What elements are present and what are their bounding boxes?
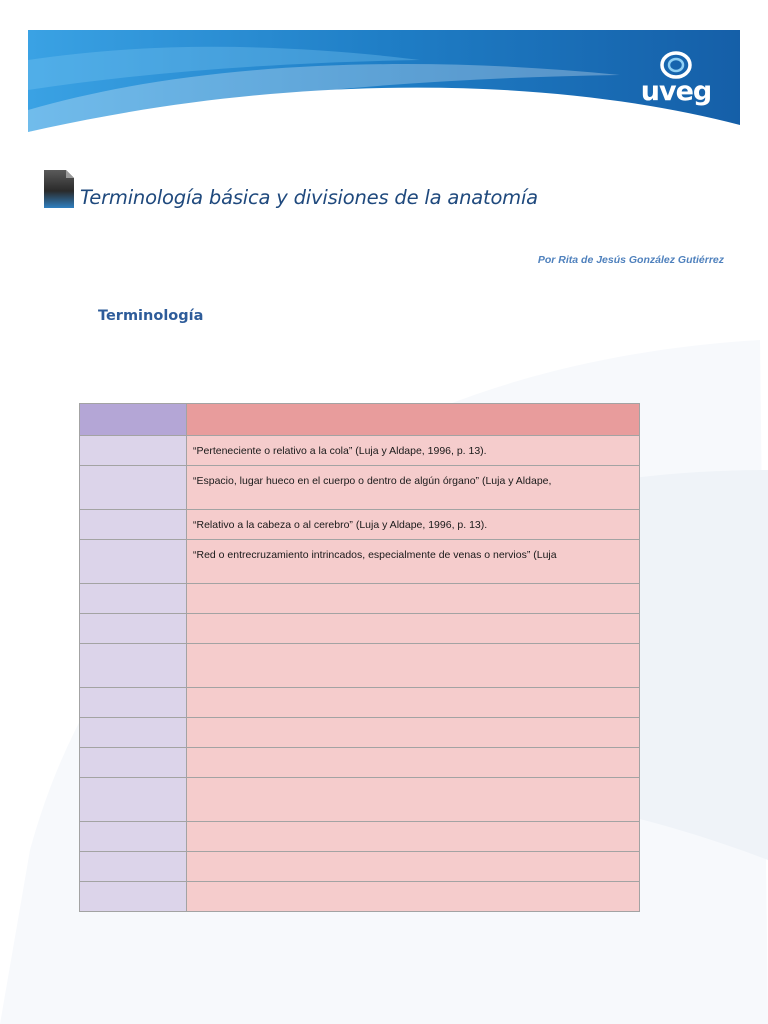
author-line: Por Rita de Jesús González Gutiérrez [537,254,724,266]
page-title: Terminología básica y divisiones de la anatomía [80,186,538,209]
definition-cell [187,882,640,912]
definition-cell [187,852,640,882]
table-row [80,584,640,614]
section-heading: Terminología [98,308,204,324]
table-row [80,510,640,540]
uveg-logo [636,48,716,122]
table-row [80,882,640,912]
definition-cell [187,644,640,688]
definition-cell: “Relativo a la cabeza o al cerebro” (Luja y Aldape, 1996, p. 13). [187,510,640,540]
definition-cell [187,748,640,778]
term-cell [80,644,187,688]
header-definition-cell [187,404,640,436]
table-row [80,778,640,822]
term-cell [80,510,187,540]
definition-cell [187,778,640,822]
definition-cell: “Perteneciente o relativo a la cola” (Luja y Aldape, 1996, p. 13). [187,436,640,466]
definition-cell: “Red o entrecruzamiento intrincados, especialmente de venas o nervios” (Luja [187,540,640,584]
logo-text: uveg [640,76,712,107]
table-row [80,748,640,778]
table-row [80,718,640,748]
term-cell [80,778,187,822]
table-row [80,614,640,644]
term-cell [80,748,187,778]
term-cell [80,688,187,718]
table-row [80,436,640,466]
table-row [80,852,640,882]
definition-cell [187,584,640,614]
definition-cell [187,614,640,644]
term-cell [80,436,187,466]
term-cell [80,852,187,882]
header-term-cell [80,404,187,436]
table-row [80,466,640,510]
definition-cell [187,688,640,718]
definition-cell: “Espacio, lugar hueco en el cuerpo o dentro de algún órgano” (Luja y Aldape, [187,466,640,510]
table-row [80,822,640,852]
term-cell [80,584,187,614]
term-cell [80,614,187,644]
definition-cell [187,718,640,748]
term-cell [80,718,187,748]
terminology-table [79,403,640,912]
document-icon [42,168,76,210]
table-row [80,644,640,688]
definition-cell [187,822,640,852]
term-cell [80,822,187,852]
term-cell [80,540,187,584]
table-header-row [80,404,640,436]
term-cell [80,882,187,912]
table-row [80,540,640,584]
term-cell [80,466,187,510]
table-row [80,688,640,718]
